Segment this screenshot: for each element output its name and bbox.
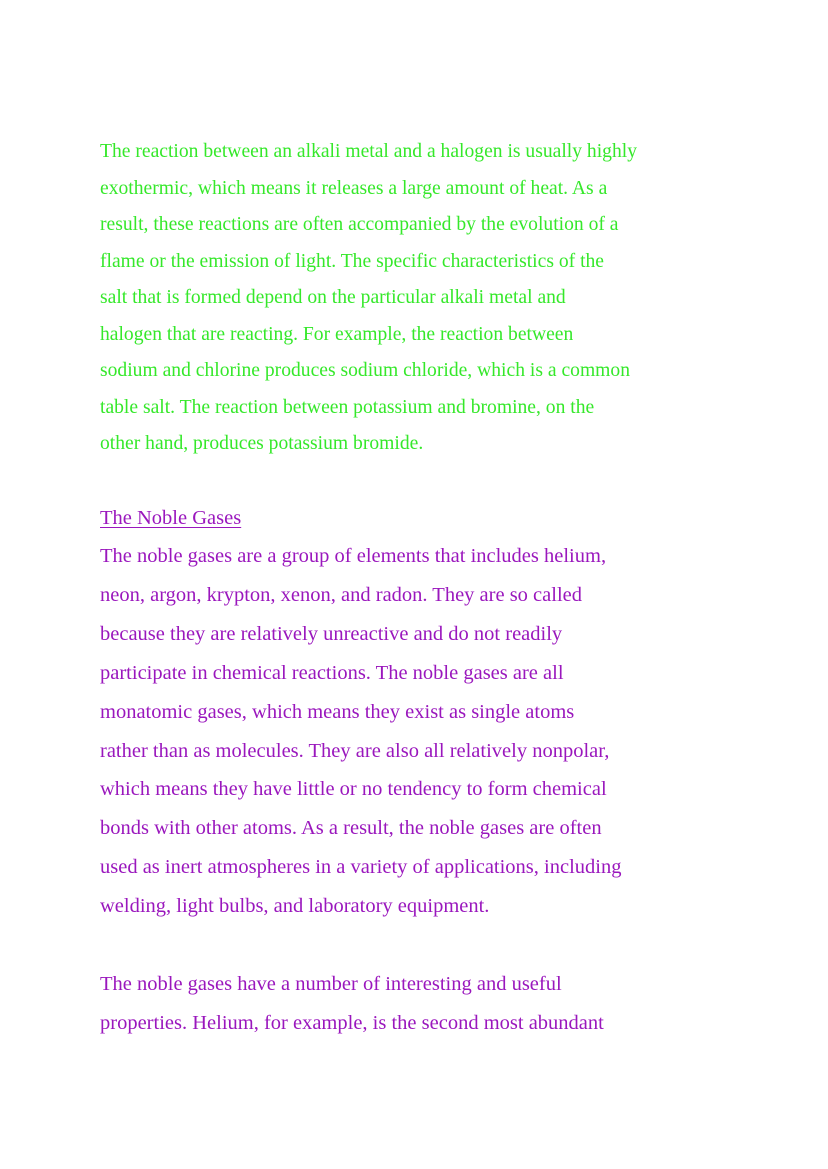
paragraph-noble-gases-properties: The noble gases have a number of interesting and useful properties. Helium, for example, is the second most abundant: [100, 973, 604, 1034]
paragraph-noble-gases-intro: The noble gases are a group of elements that includes helium, neon, argon, krypton, xenon, and radon. They are so called because they are relatively unreactive and do not readily participate in chemical reactions. The noble gases are all monatomic gases, which means they exist as single atoms rather than as molecules. They are also all relatively nonpolar, which means they have little or no tendency to form chemical bonds with other atoms. As a result, the noble gases are often used as inert atmospheres in a variety of applications, including welding, light bulbs, and laboratory equipment.: [100, 545, 622, 918]
section-heading-noble-gases: The Noble Gases: [100, 507, 242, 529]
paragraph-alkali-halogen-reaction: The reaction between an alkali metal and a halogen is usually highly exothermic, which means it releases a large amount of heat. As a result, these reactions are often accompanied by the evolution of a flame or the emission of light. The specific characteristics of the salt that is formed depend on the particular alkali metal and halogen that are reacting. For example, the reaction between sodium and chlorine produces sodium chloride, which is a common table salt. The reaction between potassium and bromine, on the other hand, produces potassium bromide.: [100, 141, 638, 454]
